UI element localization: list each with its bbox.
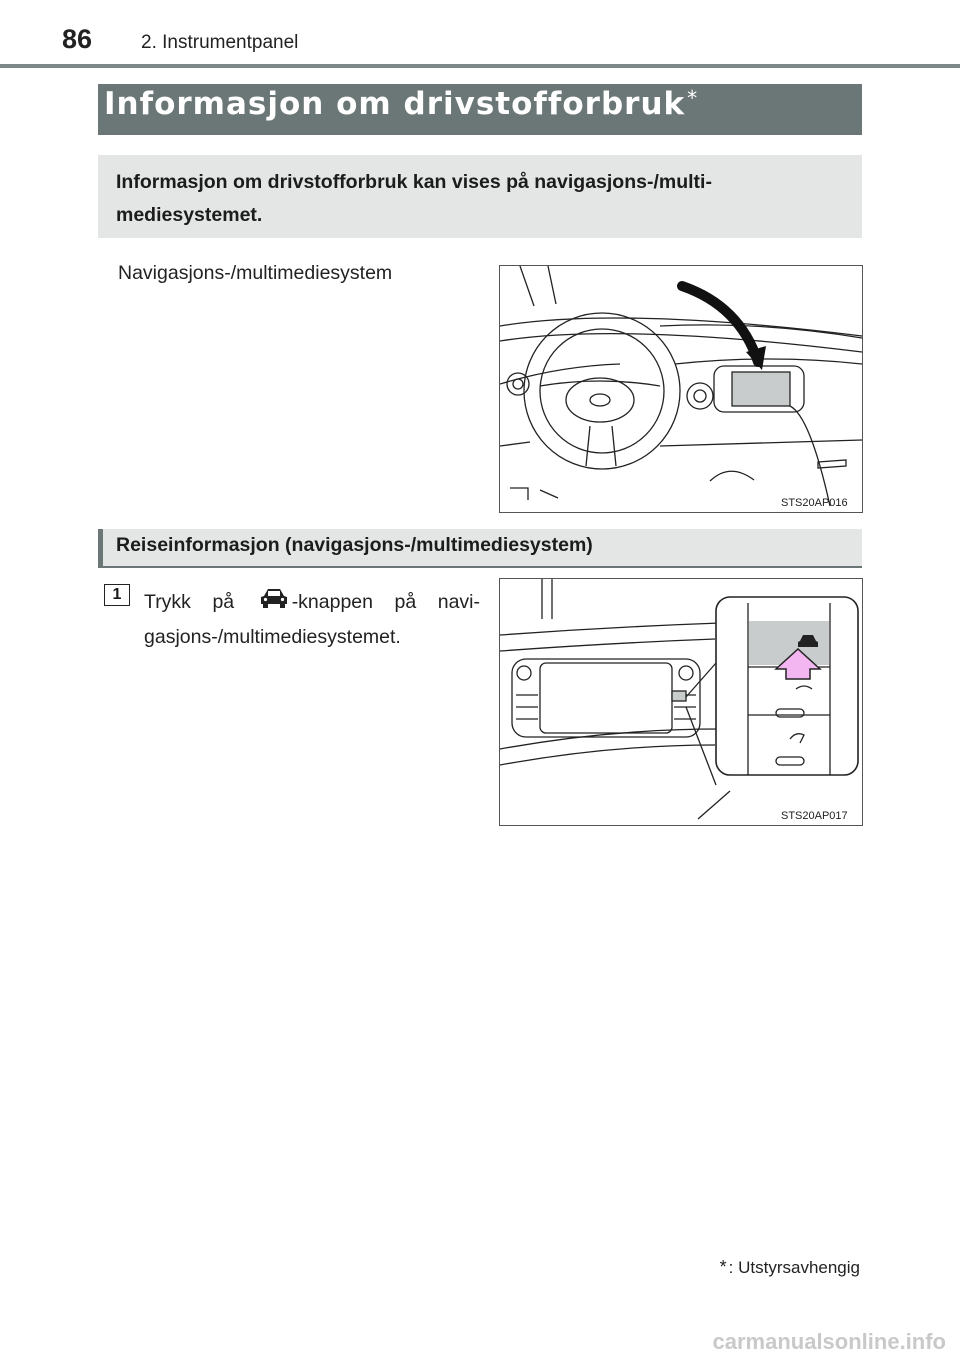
car-icon bbox=[259, 586, 289, 620]
step-number-badge: 1 bbox=[104, 584, 130, 606]
chapter-title: 2. Instrumentpanel bbox=[141, 32, 299, 53]
multimedia-button-illustration bbox=[499, 578, 863, 826]
dashboard-illustration bbox=[499, 265, 863, 513]
footnote-text: : Utstyrsavhengig bbox=[728, 1258, 860, 1277]
figure1-code: STS20AP016 bbox=[781, 497, 848, 509]
step-instruction bbox=[144, 585, 480, 654]
step-text-before: Trykk på bbox=[144, 591, 235, 613]
watermark: carmanualsonline.info bbox=[712, 1329, 946, 1354]
intro-text: Informasjon om drivstofforbruk kan vises på navigasjons-/multi-mediesystemet. bbox=[116, 171, 712, 226]
header-rule bbox=[0, 64, 960, 68]
section-title-text: Informasjon om drivstofforbruk bbox=[104, 86, 686, 122]
figure2-code: STS20AP017 bbox=[781, 810, 848, 822]
page-number: 86 bbox=[62, 24, 93, 54]
multimedia-drawing bbox=[500, 579, 862, 825]
subsection-title: Reiseinformasjon (navigasjons-/multimediesystem) bbox=[116, 534, 593, 556]
footnote-marker: * bbox=[719, 1257, 727, 1277]
footnote bbox=[720, 1257, 860, 1278]
subsection-rule bbox=[98, 566, 862, 568]
dashboard-drawing bbox=[500, 266, 862, 512]
figure1-label: Navigasjons-/multimediesystem bbox=[118, 262, 393, 284]
equipment-dependent-marker: * bbox=[687, 86, 699, 110]
step-text-after: -knappen på navi-gasjons-/multimediesystemet. bbox=[144, 591, 481, 648]
section-title bbox=[104, 86, 698, 122]
